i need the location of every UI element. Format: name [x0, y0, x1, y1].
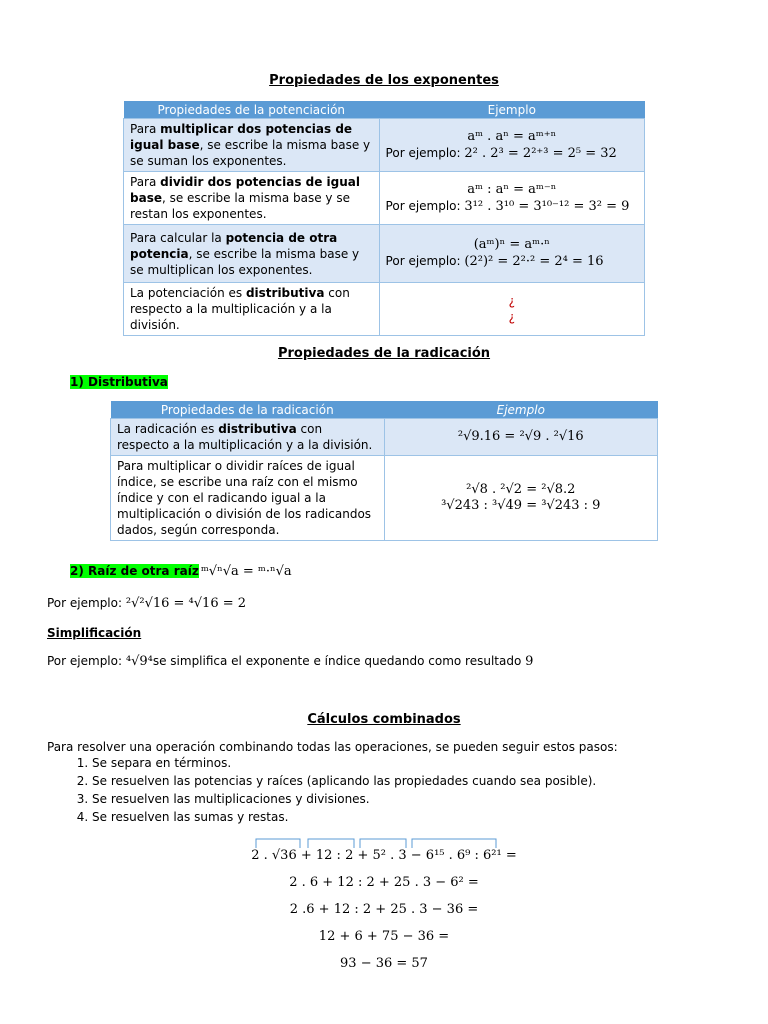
- formula: (aᵐ)ⁿ = aᵐ·ⁿ: [473, 237, 550, 252]
- table-row: [111, 456, 658, 541]
- root-of-root-formula: ᵐ√ⁿ√a = ᵐ·ⁿ√a: [200, 564, 292, 579]
- formula: aᵐ . aⁿ = aᵐ⁺ⁿ: [467, 128, 557, 144]
- column-header: Propiedades de la radicación: [111, 401, 385, 419]
- example-cell: [379, 283, 644, 336]
- list-item: 4. Se resuelven las sumas y restas.: [92, 808, 596, 826]
- root-example-formula: ²√²√16 = ⁴√16 = 2: [125, 596, 247, 611]
- example-cell: [379, 119, 644, 172]
- question-mark: ¿: [508, 310, 515, 324]
- equation-line: 12 + 6 + 75 − 36 =: [318, 929, 450, 944]
- root-example: Por ejemplo: ²√²√16 = ⁴√16 = 2: [47, 596, 247, 611]
- column-header: Ejemplo: [379, 101, 644, 119]
- exponents-table: [123, 101, 645, 336]
- distributive-heading: 1) Distributiva: [70, 375, 168, 389]
- radication-table: [110, 401, 658, 541]
- example-label: Por ejemplo:: [385, 145, 461, 160]
- combined-title: Cálculos combinados: [307, 712, 461, 727]
- equation-line: 2 . √36 + 12 : 2 + 5² . 3 − 6¹⁵ . 6⁹ : 6²¹ =: [251, 848, 517, 863]
- steps-list: [47, 754, 596, 826]
- example-formula: 3¹² . 3¹⁰ = 3¹⁰⁻¹² = 3² = 9: [464, 198, 630, 214]
- example-label: Por ejemplo:: [385, 198, 461, 213]
- column-header: Propiedades de la potenciación: [124, 101, 380, 119]
- term-bracket: [308, 839, 354, 848]
- table-row: [111, 419, 658, 456]
- formula: aᵐ : aⁿ = aᵐ⁻ⁿ: [467, 181, 557, 197]
- radication-title: Propiedades de la radicación: [277, 346, 491, 361]
- table-header: [111, 401, 658, 419]
- exponents-title: Propiedades de los exponentes: [269, 73, 499, 88]
- term-bracket: [412, 839, 496, 848]
- example-label: Por ejemplo:: [385, 254, 461, 268]
- table-row: [124, 283, 645, 336]
- simplification-title: Simplificación: [47, 626, 142, 640]
- table-row: [124, 119, 645, 172]
- property-cell: La potenciación es distributiva con respecto a la multiplicación y a la división.: [124, 283, 380, 336]
- equation-line: 2 .6 + 12 : 2 + 25 . 3 − 36 =: [289, 902, 479, 917]
- root-of-root-heading: 2) Raíz de otra raíz ᵐ√ⁿ√a = ᵐ·ⁿ√a: [70, 564, 292, 579]
- equation-line: 2 . 6 + 12 : 2 + 25 . 3 − 6² =: [289, 875, 479, 890]
- example-formula: ²√9.16 = ²√9 . ²√16: [384, 419, 657, 456]
- table-row: [124, 225, 645, 283]
- example-formula: (2²)² = 2²·² = 2⁴ = 16: [464, 254, 604, 269]
- table-header: [124, 101, 645, 119]
- equation-line: 93 − 36 = 57: [340, 956, 428, 971]
- property-cell: La radicación es distributiva con respecto a la multiplicación y a la división.: [111, 419, 385, 456]
- example-cell: [379, 172, 644, 225]
- term-bracket: [256, 839, 300, 848]
- property-cell: Para calcular la potencia de otra potencia, se escribe la misma base y se multiplican los exponentes.: [124, 225, 380, 283]
- example-formula: ²√8 . ²√2 = ²√8.2: [466, 482, 576, 497]
- property-cell: Para multiplicar dos potencias de igual base, se escribe la misma base y se suman los exponentes.: [124, 119, 380, 172]
- list-item: 3. Se resuelven las multiplicaciones y divisiones.: [92, 790, 596, 808]
- property-cell: Para multiplicar o dividir raíces de igual índice, se escribe una raíz con el mismo índice y con el radicando igual a la multiplicación o división de los radicandos dados, según corresponda.: [111, 456, 385, 541]
- list-item: 2. Se resuelven las potencias y raíces (aplicando las propiedades cuando sea posible).: [92, 772, 596, 790]
- example-formula: 2² . 2³ = 2²⁺³ = 2⁵ = 32: [464, 145, 617, 161]
- question-mark: ¿: [508, 294, 515, 308]
- property-cell: Para dividir dos potencias de igual base, se escribe la misma base y se restan los exponentes.: [124, 172, 380, 225]
- column-header: Ejemplo: [384, 401, 657, 419]
- term-bracket: [360, 839, 406, 848]
- table-row: [124, 172, 645, 225]
- example-formula: ³√243 : ³√49 = ³√243 : 9: [441, 498, 601, 513]
- list-item: 1. Se separa en términos.: [92, 754, 596, 772]
- example-cell: [384, 456, 657, 541]
- example-cell: [379, 225, 644, 283]
- combined-intro: Para resolver una operación combinando todas las operaciones, se pueden seguir estos pasos:: [47, 740, 618, 754]
- simplification-example: Por ejemplo: ⁴√9⁴se simplifica el exponente e índice quedando como resultado 9: [47, 654, 534, 669]
